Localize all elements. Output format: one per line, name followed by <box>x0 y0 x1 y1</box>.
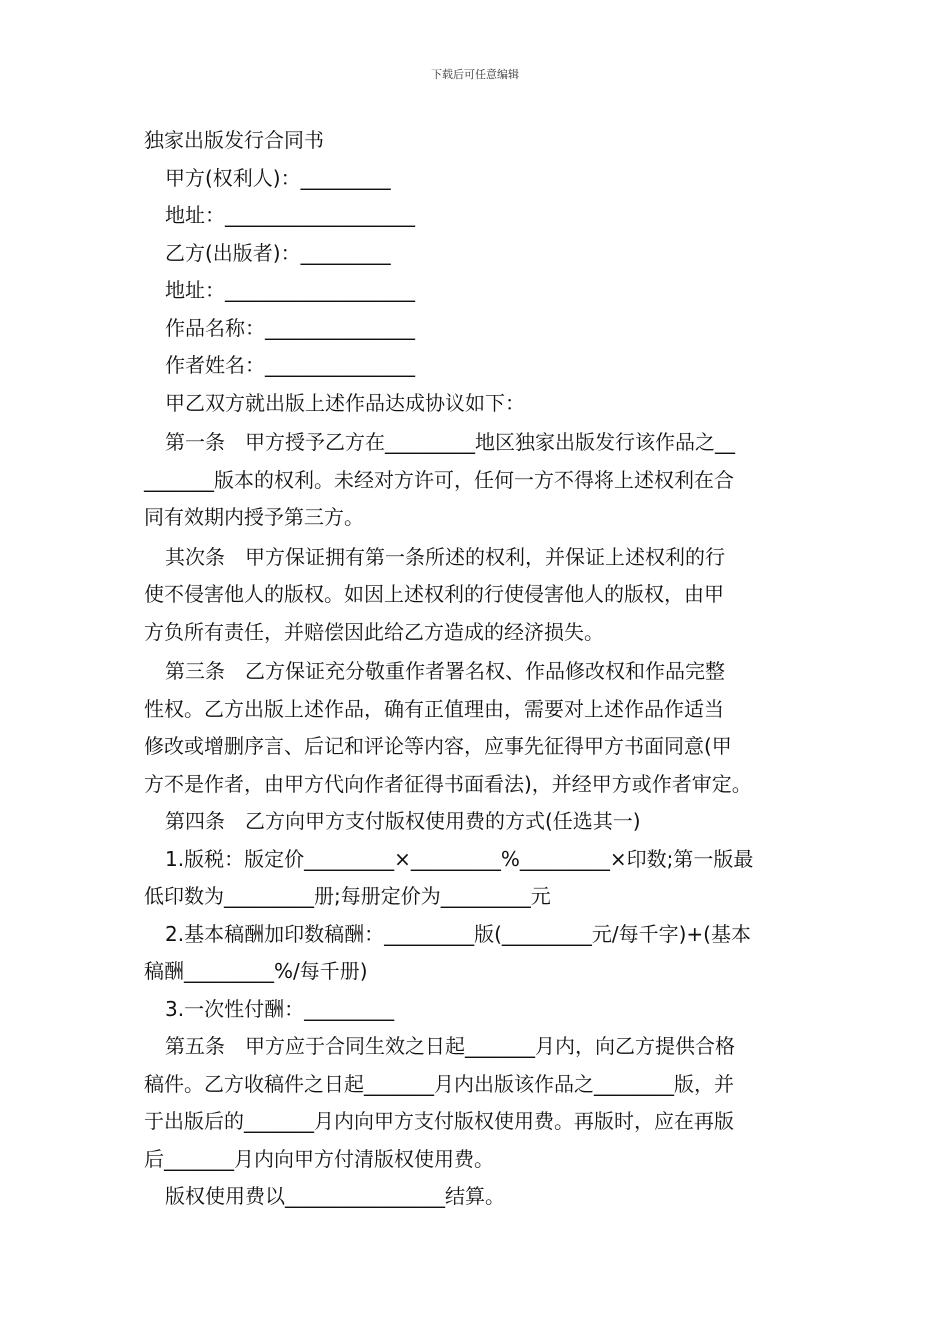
clause-5-line: 第五条 甲方应于合同生效之日起_______月内，向乙方提供合格 <box>165 1034 735 1058</box>
agreement-intro: 甲乙双方就出版上述作品达成协议如下： <box>165 390 525 415</box>
clause-4-heading: 第四条 乙方向甲方支付版权使用费的方式(任选其一) <box>165 809 641 833</box>
field-party-b: 乙方(出版者)：_________ <box>165 240 391 265</box>
contract-title: 独家出版发行合同书 <box>144 128 324 152</box>
clause-3-line: 修改或增删序言、后记和评论等内容，应事先征得甲方书面同意(甲 <box>144 734 732 758</box>
clause-2-line: 使不侵害他人的版权。如因上述权利的行使侵害他人的版权，由甲 <box>144 582 724 606</box>
clause-3-line: 第三条 乙方保证充分敬重作者署名权、作品修改权和作品完整 <box>165 659 725 683</box>
clause-1-line: 同有效期内授予第三方。 <box>144 505 364 529</box>
clause-5-line: 于出版后的_______月内向甲方支付版权使用费。再版时，应在再版 <box>144 1109 734 1133</box>
clause-4-option-2: 稿酬_________%/每千册) <box>144 959 368 983</box>
field-party-a: 甲方(权利人)：_________ <box>165 165 391 190</box>
clause-5 <box>144 1028 812 1178</box>
settlement-line: 版权使用费以________________结算。 <box>165 1184 505 1208</box>
clause-2 <box>144 539 812 652</box>
clause-2-line: 方负所有责任，并赔偿因此给乙方造成的经济损失。 <box>144 619 604 644</box>
clause-3-line: 方不是作者，由甲方代向作者征得书面看法)，并经甲方或作者审定。 <box>144 771 752 796</box>
clause-1 <box>144 424 812 537</box>
field-work-title: 作品名称：_______________ <box>165 315 415 340</box>
field-party-a-address: 地址：___________________ <box>165 203 415 227</box>
clause-5-line: 后_______月内向甲方付清版权使用费。 <box>144 1146 494 1171</box>
clause-4-option-2: 2.基本稿酬加印数稿酬：_________版(_________元/每千字)+(基本 <box>165 921 751 946</box>
clause-2-line: 其次条 甲方保证拥有第一条所述的权利，并保证上述权利的行 <box>165 544 725 569</box>
clause-4-option-3: 3.一次性付酬：_________ <box>165 996 395 1021</box>
clause-4 <box>144 803 812 1028</box>
clause-3-line: 性权。乙方出版上述作品，确有正值理由，需要对上述作品作适当 <box>144 696 724 721</box>
contract-body <box>144 122 812 1216</box>
field-author-name: 作者姓名：_______________ <box>165 353 415 377</box>
clause-4-option-1: 1.版税：版定价_________×_________%_________×印数;第一版最 <box>165 846 754 871</box>
page-header: 下载后可任意编辑 <box>431 68 519 81</box>
clause-1-line: _______版本的权利。未经对方许可，任何一方不得将上述权利在合 <box>144 467 734 492</box>
field-party-b-address: 地址：___________________ <box>165 278 415 302</box>
clause-5-line: 稿件。乙方收稿件之日起_______月内出版该作品之________版，并 <box>144 1071 734 1096</box>
clause-3 <box>144 653 812 803</box>
clause-1-line: 第一条 甲方授予乙方在_________地区独家出版发行该作品之__ <box>165 430 735 454</box>
clause-4-option-1: 低印数为_________册;每册定价为_________元 <box>144 884 551 908</box>
